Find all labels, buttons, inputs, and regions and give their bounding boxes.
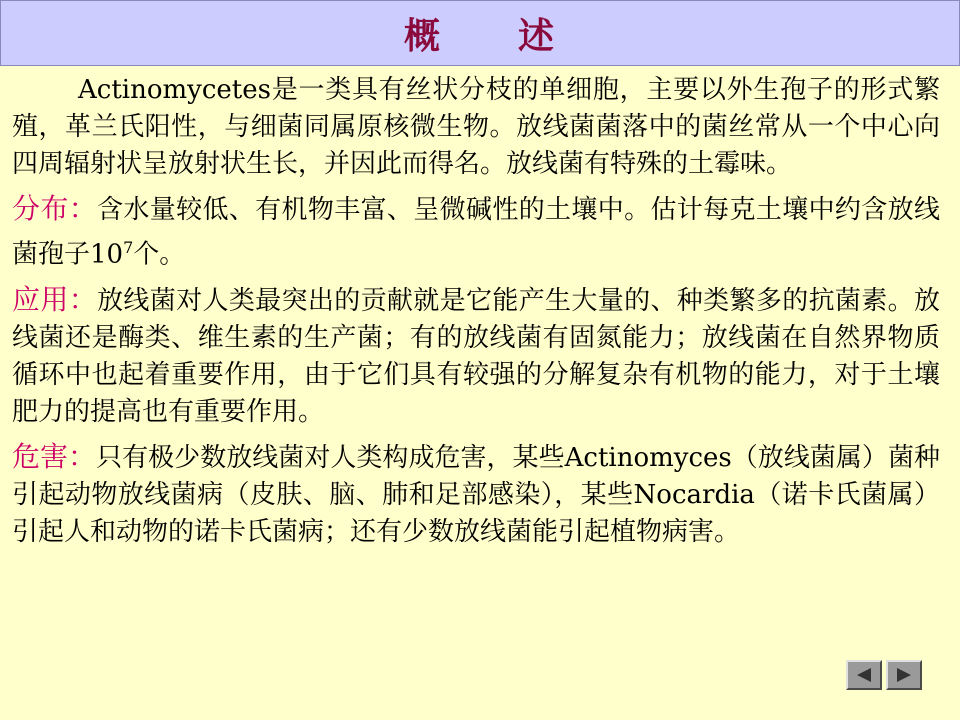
distribution-label: 分布：: [12, 192, 98, 225]
distribution-text: 含水量较低、有机物丰富、呈微碱性的土壤中。估计每克土壤中约含放线菌孢子10: [12, 195, 940, 270]
application-label: 应用：: [12, 282, 98, 316]
application-text: 放线菌对人类最突出的贡献就是它能产生大量的、种类繁多的抗菌素。放线菌还是酶类、维生素的生产菌；有的放线菌有固氮能力；放线菌在自然界物质循环中也起着重要作用，由于它们具有较强的分解复杂有机物的能力，对于土壤肥力的提高也有重要作用。: [12, 285, 940, 427]
harm-label: 危害：: [12, 439, 97, 473]
distribution-paragraph: [12, 190, 940, 274]
application-paragraph: [12, 281, 940, 431]
slide-content: [12, 72, 940, 558]
play-next-icon: [893, 666, 915, 684]
play-previous-icon: [853, 666, 875, 684]
intro-text: Actinomycetes是一类具有丝状分枝的单细胞，主要以外生孢子的形式繁殖，革兰氏阳性，与细菌同属原核微生物。放线菌菌落中的菌丝常从一个中心向四周辐射状呈放射状生长，并因此而得名。放线菌有特殊的土霉味。: [12, 75, 940, 179]
distribution-suffix: 个。: [133, 239, 186, 270]
harm-text: 只有极少数放线菌对人类构成危害，某些Actinomyces（放线菌属）菌种引起动物放线菌病（皮肤、脑、肺和足部感染），某些Nocardia（诺卡氏菌属）引起人和动物的诺卡氏菌病；还有少数放线菌能引起植物病害。: [12, 442, 940, 547]
distribution-exponent: 7: [123, 238, 134, 257]
next-slide-button[interactable]: [886, 660, 922, 690]
previous-slide-button[interactable]: [846, 660, 882, 690]
slide-title: 概 述: [403, 15, 556, 57]
harm-paragraph: [12, 438, 940, 551]
slide-navigation: [846, 660, 922, 690]
title-bar: [0, 0, 960, 66]
intro-paragraph: [12, 72, 940, 183]
